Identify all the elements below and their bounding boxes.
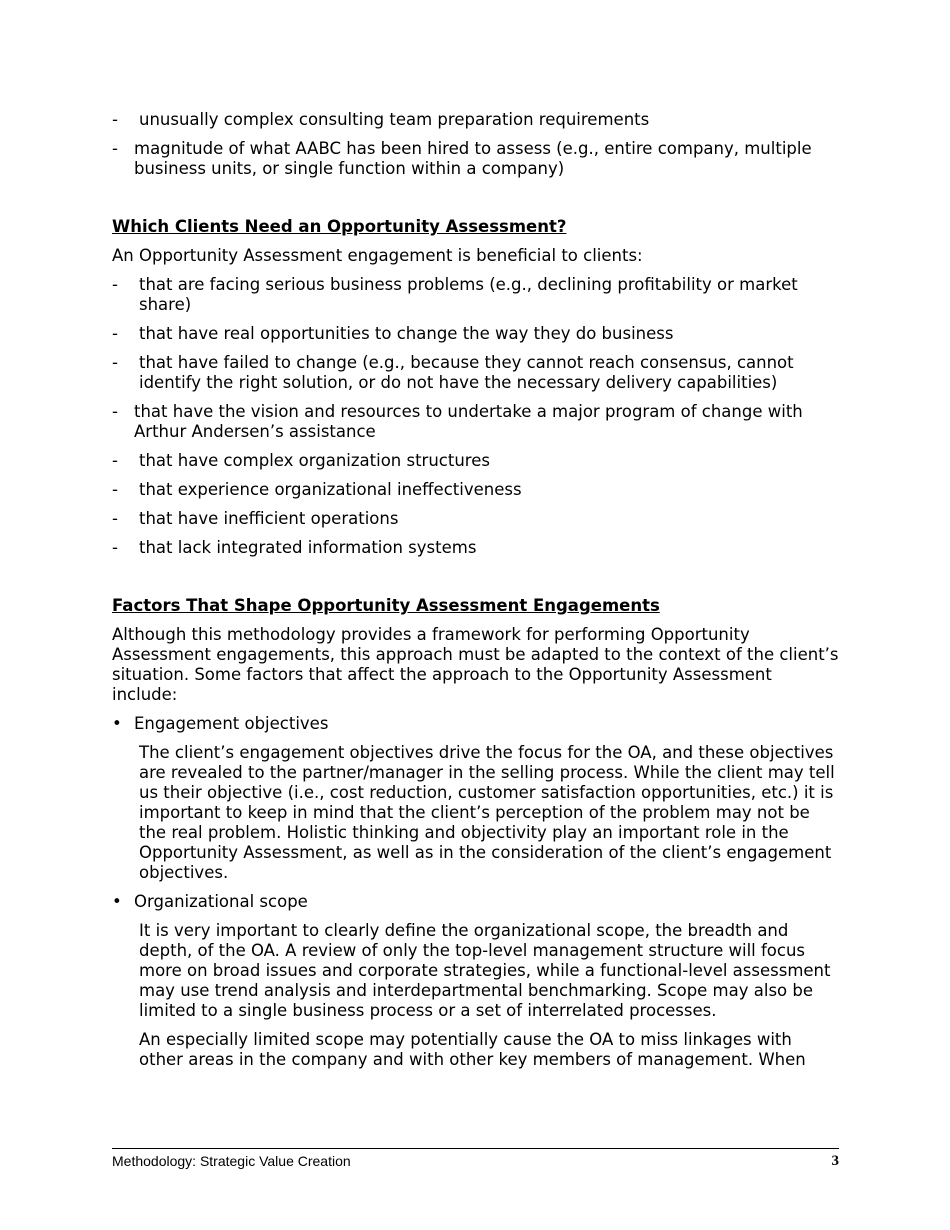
bullet-paragraph: An especially limited scope may potentially cause the OA to miss linkages with other areas in the company and with other key members of management. When xyxy=(139,1030,806,1069)
page-number: 3 xyxy=(831,1153,839,1169)
bullet-paragraph: The client’s engagement objectives drive the focus for the OA, and these objectives are revealed to the partner/manager in the selling process. While the client may tell us their objective (i.e., cost reduction, customer satisfaction opportunities, etc.) it is important to keep in mind that the client’s perception of the problem may not be the real problem. Holistic thinking and objectivity play an important role in the Opportunity Assessment, as well as in the consideration of the client’s engagement objectives. xyxy=(139,743,835,882)
bullet-marker: • xyxy=(112,714,122,733)
bullet-marker: • xyxy=(112,892,122,911)
list-item xyxy=(112,538,840,558)
dash-marker: - xyxy=(112,110,118,129)
list-item-text: that are facing serious business problems (e.g., declining profitability or market share) xyxy=(139,275,798,314)
list-item xyxy=(112,324,840,344)
list-item-text: unusually complex consulting team preparation requirements xyxy=(139,110,650,129)
bullet-title: Engagement objectives xyxy=(134,714,329,733)
page-footer xyxy=(112,1148,839,1169)
dash-marker: - xyxy=(112,538,118,557)
dash-marker: - xyxy=(112,451,118,470)
dash-marker: - xyxy=(112,139,118,158)
list-item-text: that lack integrated information systems xyxy=(139,538,477,557)
list-item xyxy=(112,480,840,500)
dash-marker: - xyxy=(112,275,118,294)
footer-title: Methodology: Strategic Value Creation xyxy=(112,1153,351,1169)
bullet-paragraph: It is very important to clearly define the organizational scope, the breadth and depth, of the OA. A review of only the top-level management structure will focus more on broad issues and corporate strategies, while a functional-level assessment may use trend analysis and interdepartmental benchmarking. Scope may also be limited to a single business process or a set of interrelated processes. xyxy=(139,921,831,1020)
bullet-item xyxy=(112,714,840,734)
list-item xyxy=(112,139,840,179)
list-item xyxy=(112,110,840,130)
section-heading: Factors That Shape Opportunity Assessment Engagements xyxy=(112,596,660,615)
page-content xyxy=(112,110,840,1079)
list-item xyxy=(112,275,840,315)
section-heading: Which Clients Need an Opportunity Assessment? xyxy=(112,217,567,236)
bullet-item xyxy=(112,892,840,912)
list-item xyxy=(112,451,840,471)
list-item-text: magnitude of what AABC has been hired to assess (e.g., entire company, multiple business units, or single function within a company) xyxy=(134,139,812,178)
list-item-text: that have complex organization structures xyxy=(139,451,490,470)
dash-marker: - xyxy=(112,353,118,372)
dash-marker: - xyxy=(112,402,118,421)
list-item-text: that experience organizational ineffectiveness xyxy=(139,480,522,499)
section-intro: Although this methodology provides a framework for performing Opportunity Assessment engagements, this approach must be adapted to the context of the client’s situation. Some factors that affect the approach to the Opportunity Assessment include: xyxy=(112,625,839,704)
dash-marker: - xyxy=(112,324,118,343)
list-item xyxy=(112,402,840,442)
list-item xyxy=(112,509,840,529)
dash-marker: - xyxy=(112,509,118,528)
section-intro: An Opportunity Assessment engagement is beneficial to clients: xyxy=(112,246,643,265)
dash-marker: - xyxy=(112,480,118,499)
bullet-title: Organizational scope xyxy=(134,892,308,911)
list-item-text: that have failed to change (e.g., because they cannot reach consensus, cannot identify the right solution, or do not have the necessary delivery capabilities) xyxy=(139,353,794,392)
list-item-text: that have inefficient operations xyxy=(139,509,399,528)
list-item-text: that have real opportunities to change the way they do business xyxy=(139,324,674,343)
list-item xyxy=(112,353,840,393)
list-item-text: that have the vision and resources to undertake a major program of change with Arthur Andersen’s assistance xyxy=(134,402,803,441)
